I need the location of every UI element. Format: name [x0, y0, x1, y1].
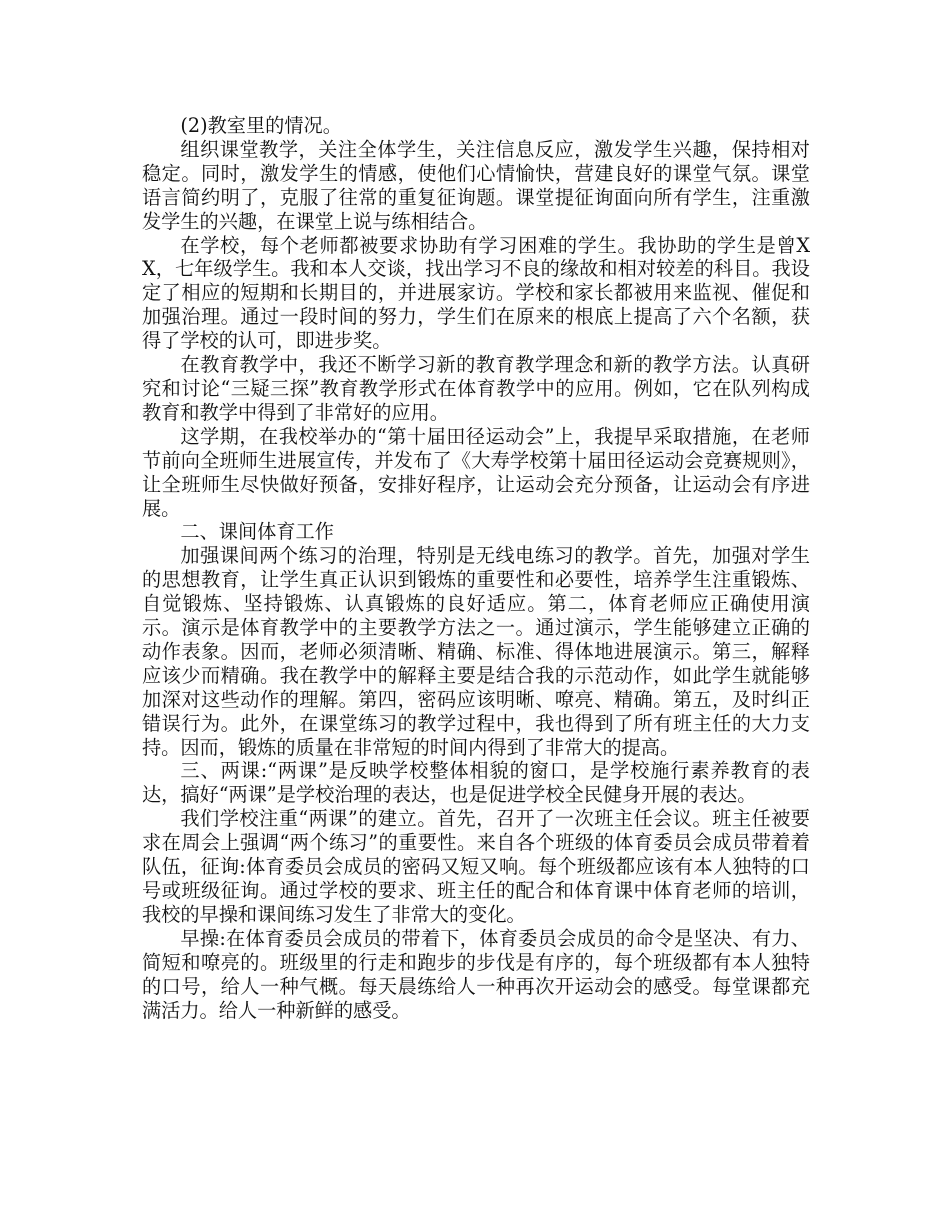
paragraph-recess-exercises: 加强课间两个练习的治理，特别是无线电练习的教学。首先，加强对学生的思想教育，让学生真正认识到锻炼的重要性和必要性，培养学生注重锻炼、自觉锻炼、坚持锻炼、认真锻炼的良好适应。第二，体育老师应正确使用演示。演示是体育教学中的主要教学方法之一。通过演示，学生能够建立正确的动作表象。因而，老师必须清晰、精确、标准、得体地进展演示。第三，解释应该少而精确。我在教学中的解释主要是结合我的示范动作，如此学生就能够加深对这些动作的理解。第四，密码应该明晰、嘹亮、精确。第五，及时纠正错误行为。此外，在课堂练习的教学过程中，我也得到了所有班主任的大力支持。因而，锻炼的质量在非常短的时间内得到了非常大的提高。: [142, 544, 810, 759]
paragraph-track-meet: 这学期，在我校举办的“第十届田径运动会”上，我提早采取措施，在老师节前向全班师生进展宣传，并发布了《大寿学校第十届田径运动会竞赛规则》，让全班师生尽快做好预备，安排好程序，让运动会充分预备，让运动会有序进展。: [142, 424, 810, 520]
section-heading-two-classes: 三、两课:“两课”是反映学校整体相貌的窗口，是学校施行素养教育的表达，搞好“两课”是学校治理的表达，也是促进学校全民健身开展的表达。: [142, 759, 810, 807]
paragraph-classroom-teaching: 组织课堂教学，关注全体学生，关注信息反应，激发学生兴趣，保持相对稳定。同时，激发学生的情感，使他们心情愉快，营建良好的课堂气氛。课堂语言简约明了，克服了往常的重复征询题。课堂提征询面向所有学生，注重激发学生的兴趣，在课堂上说与练相结合。: [142, 137, 810, 233]
paragraph-morning-exercise: 早操:在体育委员会成员的带着下，体育委员会成员的命令是坚决、有力、简短和嘹亮的。班级里的行走和跑步的步伐是有序的，每个班级都有本人独特的口号，给人一种气概。每天晨练给人一种再次开运动会的感受。每堂课都充满活力。给人一种新鲜的感受。: [142, 926, 810, 1022]
section-heading-recess-pe: 二、课间体育工作: [180, 520, 334, 544]
paragraph-classroom-situation: (2)教室里的情况。: [180, 114, 342, 137]
paragraph-teaching-methods: 在教育教学中，我还不断学习新的教育教学理念和新的教学方法。认真研究和讨论“三疑三探”教育教学形式在体育教学中的应用。例如，它在队列构成教育和教学中得到了非常好的应用。: [142, 353, 810, 424]
paragraph-student-assistance: 在学校，每个老师都被要求协助有学习困难的学生。我协助的学生是曾XX，七年级学生。我和本人交谈，找出学习不良的缘故和相对较差的科目。我设定了相应的短期和长期目的，并进展家访。学校和家长都被用来监视、催促和加强治理。通过一段时间的努力，学生们在原来的根底上提高了六个名额，获得了学校的认可，即进步奖。: [142, 233, 810, 353]
paragraph-two-classes-building: 我们学校注重“两课”的建立。首先，召开了一次班主任会议。班主任被要求在周会上强调“两个练习”的重要性。来自各个班级的体育委员会成员带着着队伍，征询:体育委员会成员的密码又短又响。每个班级都应该有本人独特的口号或班级征询。通过学校的要求、班主任的配合和体育课中体育老师的培训，我校的早操和课间练习发生了非常大的变化。: [142, 807, 810, 926]
document-page: [142, 114, 810, 1022]
